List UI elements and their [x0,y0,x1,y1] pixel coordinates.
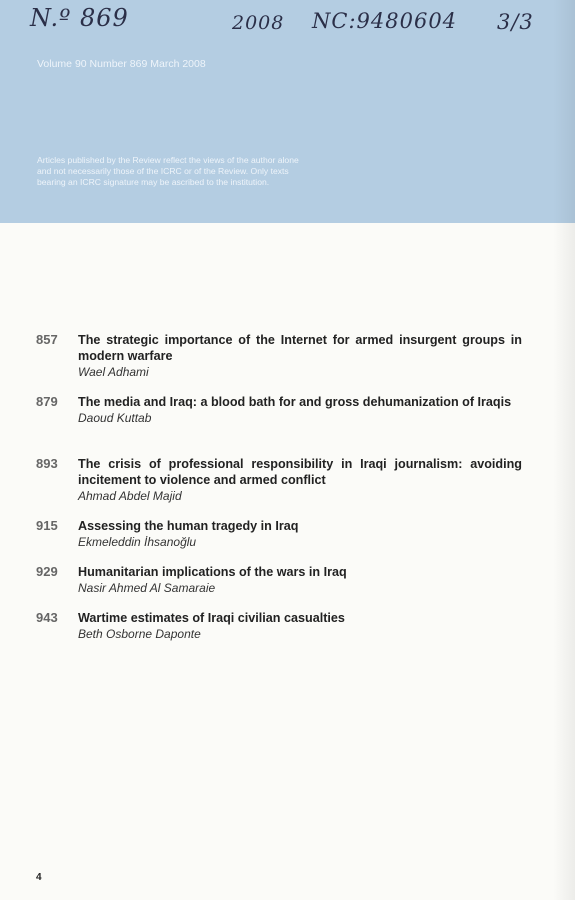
scan-edge-shadow [553,0,575,900]
handwritten-year-mark: 2008 [232,12,285,34]
toc-author: Wael Adhami [78,365,149,379]
toc-title-text: Wartime estimates of Iraqi civilian casualties [78,611,345,625]
toc-title-text: Humanitarian implications of the wars in Iraq [78,565,347,579]
toc-title [78,332,522,380]
toc-page-number: 857 [36,332,58,347]
toc-title [78,518,522,550]
toc-author: Nasir Ahmed Al Samaraie [78,581,216,595]
toc-title [78,394,522,426]
toc-page-number: 879 [36,394,58,409]
header-band [0,0,575,223]
toc-page-number: 893 [36,456,58,471]
page-number: 4 [36,872,42,883]
toc-page-number: 929 [36,564,58,579]
toc-page-number: 943 [36,610,58,625]
handwritten-annotations [0,0,575,50]
disclaimer-text: Articles published by the Review reflect the views of the author alone and not necessarily those of the ICRC or of the Review. Only texts bearing an ICRC signature may be ascribed to the institution. [37,155,299,187]
toc-author: Ahmad Abdel Majid [78,489,182,503]
toc-page-number: 915 [36,518,58,533]
handwritten-reference: NC:9480604 [312,9,458,33]
handwritten-issue-mark: N.º 869 [30,4,129,32]
volume-line: Volume 90 Number 869 March 2008 [37,58,206,70]
toc-author: Ekmeleddin İhsanoğlu [78,535,197,549]
toc-title-text: The crisis of professional responsibility in Iraqi journalism: avoiding incitement to violence and armed conflict [78,457,522,487]
toc-title-text: The media and Iraq: a blood bath for and gross dehumanization of Iraqis [78,395,512,409]
toc-title-text: Assessing the human tragedy in Iraq [78,519,299,533]
toc-author: Daoud Kuttab [78,411,152,425]
handwritten-fraction: 3/3 [497,10,534,34]
toc-title-text: The strategic importance of the Internet for armed insurgent groups in modern warfare [78,333,522,363]
toc-title [78,564,522,596]
toc-author: Beth Osborne Daponte [78,627,201,641]
toc-title [78,610,522,642]
toc-title [78,456,522,504]
